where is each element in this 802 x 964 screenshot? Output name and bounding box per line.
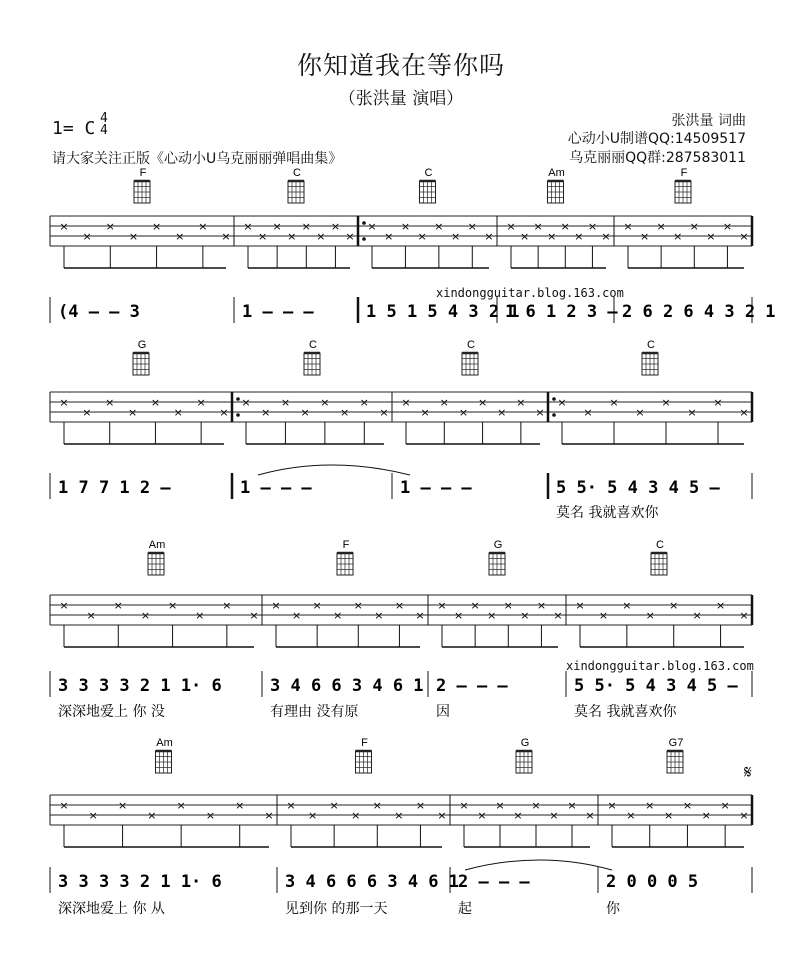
strum-mark: × xyxy=(635,406,645,419)
strum-mark: × xyxy=(477,396,488,409)
strum-mark: × xyxy=(359,396,369,409)
song-subtitle: （张洪量 演唱） xyxy=(338,89,464,109)
strum-mark: × xyxy=(519,230,530,243)
strum-mark: × xyxy=(549,809,559,822)
strum-mark: × xyxy=(535,406,545,419)
strum-mark: × xyxy=(249,609,259,622)
chord-name: Am xyxy=(148,539,166,551)
lyric-text: 起 xyxy=(458,901,472,917)
chord-name: C xyxy=(656,539,664,551)
strum-mark: × xyxy=(487,609,497,622)
strum-mark: × xyxy=(626,809,636,822)
strum-mark: × xyxy=(400,220,411,233)
copyright-note: 请大家关注正版《心动小U乌克丽丽弹唱曲集》 xyxy=(52,151,343,167)
strum-mark: × xyxy=(128,230,139,243)
strum-mark: × xyxy=(437,809,447,822)
strum-mark: × xyxy=(312,599,322,612)
strum-mark: × xyxy=(722,220,733,233)
strum-mark: × xyxy=(243,220,253,233)
strum-mark: × xyxy=(329,799,339,812)
strum-mark: × xyxy=(287,230,297,243)
strum-mark: × xyxy=(533,220,543,233)
strum-mark: × xyxy=(673,230,683,243)
jianpu-measure: 1 5 1 5 4 3 2 1 xyxy=(366,302,520,322)
strum-mark: × xyxy=(222,599,232,612)
strum-mark: × xyxy=(82,230,92,243)
strum-mark: × xyxy=(320,396,330,409)
chord-name: G7 xyxy=(668,737,684,749)
chord-name: F xyxy=(139,167,147,179)
strum-mark: × xyxy=(459,799,469,812)
strum-mark: × xyxy=(372,799,382,812)
strum-mark: × xyxy=(645,799,655,812)
strum-mark: × xyxy=(560,220,570,233)
strum-mark: × xyxy=(715,599,726,612)
strum-mark: × xyxy=(241,396,251,409)
strum-mark: × xyxy=(401,396,411,409)
strum-mark: × xyxy=(453,609,464,622)
strum-mark: × xyxy=(713,396,723,409)
repeat-dot xyxy=(236,413,240,417)
strum-mark: × xyxy=(663,809,674,822)
strum-mark: × xyxy=(117,799,128,812)
strum-mark: × xyxy=(497,406,507,419)
watermark: xindongguitar.blog.163.com xyxy=(566,659,754,673)
strum-mark: × xyxy=(316,230,326,243)
strum-mark: × xyxy=(339,406,350,419)
strum-mark: × xyxy=(574,230,584,243)
strum-mark: × xyxy=(272,220,282,233)
strum-mark: × xyxy=(450,230,461,243)
strum-mark: × xyxy=(503,599,513,612)
strum-mark: × xyxy=(682,799,693,812)
strum-mark: × xyxy=(300,406,310,419)
strum-mark: × xyxy=(531,799,541,812)
strum-mark: × xyxy=(173,406,183,419)
chord-name: C xyxy=(293,167,301,179)
strum-mark: × xyxy=(280,396,291,409)
strum-mark: × xyxy=(374,609,384,622)
strum-mark: × xyxy=(420,406,430,419)
jianpu-measure: 1 7 7 1 2 — xyxy=(58,478,171,498)
strum-mark: × xyxy=(415,609,425,622)
jianpu-measure: 2 0 0 0 5 xyxy=(606,872,699,892)
repeat-dot xyxy=(552,413,556,417)
strum-mark: × xyxy=(176,799,186,812)
chord-name: Am xyxy=(548,167,565,179)
strum-mark: × xyxy=(567,799,577,812)
strum-mark: × xyxy=(687,406,697,419)
strum-mark: × xyxy=(437,599,447,612)
jianpu-measure: 3 4 6 6 6 3 4 6 1 xyxy=(285,872,459,892)
strum-mark: × xyxy=(516,396,526,409)
chord-name: G xyxy=(137,339,147,351)
chord-name: G xyxy=(493,539,503,551)
strum-mark: × xyxy=(333,609,343,622)
time-sig-bottom: 4 xyxy=(100,123,108,138)
strum-mark: × xyxy=(609,396,619,409)
strum-mark: × xyxy=(219,406,229,419)
jianpu-measure: 1 — — — xyxy=(240,478,312,498)
strum-mark: × xyxy=(205,809,216,822)
lyric-text: 见到你 的那一天 xyxy=(285,901,388,917)
key-signature: 1= C xyxy=(52,118,96,139)
lyric-text: 你 xyxy=(606,901,620,917)
strum-mark: × xyxy=(701,809,711,822)
jianpu-measure: 2 — — — xyxy=(458,872,530,892)
jianpu-measure: 5 5· 5 4 3 4 5 — xyxy=(574,676,738,696)
strum-mark: × xyxy=(739,809,749,822)
chord-name: G xyxy=(520,737,530,749)
strum-mark: × xyxy=(739,230,749,243)
strum-mark: × xyxy=(470,599,480,612)
jianpu-measure: 3 3 3 3 2 1 1· 6 xyxy=(58,676,222,696)
strum-mark: × xyxy=(415,799,426,812)
strum-mark: × xyxy=(257,230,268,243)
repeat-dot xyxy=(236,397,240,401)
strum-mark: × xyxy=(301,220,311,233)
strum-mark: × xyxy=(147,809,157,822)
strum-mark: × xyxy=(467,220,477,233)
strum-mark: × xyxy=(127,406,138,419)
repeat-dot xyxy=(362,221,366,225)
strum-mark: × xyxy=(167,599,178,612)
strum-mark: × xyxy=(536,599,547,612)
strum-mark: × xyxy=(669,599,679,612)
strum-mark: × xyxy=(692,609,702,622)
credit-lyricist: 张洪量 词曲 xyxy=(671,113,746,129)
strum-mark: × xyxy=(587,220,598,233)
credit-arranger: 心动小U制谱QQ:14509517 xyxy=(567,131,746,147)
strum-mark: × xyxy=(59,220,69,233)
strum-mark: × xyxy=(59,799,69,812)
strum-mark: × xyxy=(513,809,523,822)
strum-mark: × xyxy=(175,230,185,243)
repeat-dot xyxy=(362,237,366,241)
strum-mark: × xyxy=(547,230,557,243)
tie-arc xyxy=(465,860,612,870)
strum-mark: × xyxy=(689,220,699,233)
strum-mark: × xyxy=(384,230,394,243)
strum-mark: × xyxy=(82,406,92,419)
repeat-dot xyxy=(552,397,556,401)
strum-mark: × xyxy=(345,230,355,243)
jianpu-measure: 1 6 1 2 3 — xyxy=(505,302,618,322)
strum-mark: × xyxy=(661,396,671,409)
chord-name: C xyxy=(467,339,475,351)
strum-mark: × xyxy=(439,396,449,409)
strum-mark: × xyxy=(261,406,271,419)
strum-mark: × xyxy=(291,609,302,622)
chord-name: F xyxy=(361,737,368,749)
strum-mark: × xyxy=(151,220,162,233)
jianpu-measure: 1 — — — xyxy=(400,478,472,498)
lyric-text: 深深地爱上 你 没 xyxy=(58,704,165,720)
lyric-text: 莫名 我就喜欢你 xyxy=(574,704,677,720)
strum-mark: × xyxy=(739,406,749,419)
strum-mark: × xyxy=(434,220,444,233)
strum-mark: × xyxy=(195,609,205,622)
segno-sign: 𝄋 xyxy=(744,762,752,783)
strum-mark: × xyxy=(286,799,296,812)
strum-mark: × xyxy=(113,599,123,612)
strum-mark: × xyxy=(417,230,427,243)
strum-mark: × xyxy=(86,609,96,622)
strum-mark: × xyxy=(140,609,151,622)
strum-mark: × xyxy=(645,609,655,622)
strum-mark: × xyxy=(583,406,593,419)
strum-mark: × xyxy=(105,396,115,409)
strum-mark: × xyxy=(235,799,245,812)
strum-mark: × xyxy=(520,609,530,622)
song-title: 你知道我在等你吗 xyxy=(296,51,505,80)
strum-mark: × xyxy=(351,809,361,822)
lyric-text: 莫名 我就喜欢你 xyxy=(556,505,659,521)
strum-mark: × xyxy=(307,809,318,822)
strum-mark: × xyxy=(639,230,650,243)
strum-mark: × xyxy=(150,396,161,409)
strum-mark: × xyxy=(622,599,632,612)
strum-mark: × xyxy=(198,220,208,233)
strum-mark: × xyxy=(623,220,633,233)
strum-mark: × xyxy=(264,809,274,822)
strum-mark: × xyxy=(484,230,494,243)
chord-name: C xyxy=(309,339,317,351)
strum-mark: × xyxy=(720,799,730,812)
chord-name: F xyxy=(342,539,350,551)
strum-mark: × xyxy=(607,799,617,812)
strum-mark: × xyxy=(59,599,69,612)
strum-mark: × xyxy=(598,609,609,622)
jianpu-measure: 2 6 2 6 4 3 2 1 xyxy=(622,302,776,322)
jianpu-measure: 5 5· 5 4 3 4 5 — xyxy=(556,478,720,498)
strum-mark: × xyxy=(221,230,231,243)
strum-mark: × xyxy=(353,599,363,612)
credit-qq-group: 乌克丽丽QQ群:287583011 xyxy=(569,150,746,166)
chord-name: F xyxy=(680,167,688,179)
strum-mark: × xyxy=(330,220,341,233)
watermark: xindongguitar.blog.163.com xyxy=(436,286,624,300)
strum-mark: × xyxy=(196,396,206,409)
strum-mark: × xyxy=(271,599,281,612)
strum-mark: × xyxy=(495,799,505,812)
strum-mark: × xyxy=(601,230,611,243)
jianpu-measure: 3 3 3 3 2 1 1· 6 xyxy=(58,872,222,892)
tie-arc xyxy=(258,465,410,475)
strum-mark: × xyxy=(739,609,749,622)
jianpu-measure: (4 — — 3 xyxy=(58,302,140,322)
strum-mark: × xyxy=(105,220,115,233)
lyric-text: 有理由 没有原 xyxy=(270,704,359,720)
chord-name: C xyxy=(647,339,655,351)
strum-mark: × xyxy=(477,809,487,822)
strum-mark: × xyxy=(585,809,595,822)
jianpu-measure: 1 — — — xyxy=(242,302,314,322)
strum-mark: × xyxy=(367,220,377,233)
chord-name: Am xyxy=(156,737,173,749)
time-sig-top: 4 xyxy=(100,111,108,126)
strum-mark: × xyxy=(656,220,666,233)
chord-name: C xyxy=(424,167,433,179)
strum-mark: × xyxy=(59,396,69,409)
lyric-text: 深深地爱上 你 从 xyxy=(58,901,165,917)
jianpu-measure: 3 4 6 6 3 4 6 1 xyxy=(270,676,424,696)
strum-mark: × xyxy=(458,406,469,419)
strum-mark: × xyxy=(575,599,585,612)
strum-mark: × xyxy=(553,609,563,622)
strum-mark: × xyxy=(394,599,405,612)
strum-mark: × xyxy=(379,406,389,419)
jianpu-measure: 2 — — — xyxy=(436,676,508,696)
strum-mark: × xyxy=(706,230,716,243)
strum-mark: × xyxy=(506,220,516,233)
strum-mark: × xyxy=(557,396,567,409)
lyric-text: 因 xyxy=(436,704,450,720)
strum-mark: × xyxy=(394,809,404,822)
strum-mark: × xyxy=(88,809,98,822)
